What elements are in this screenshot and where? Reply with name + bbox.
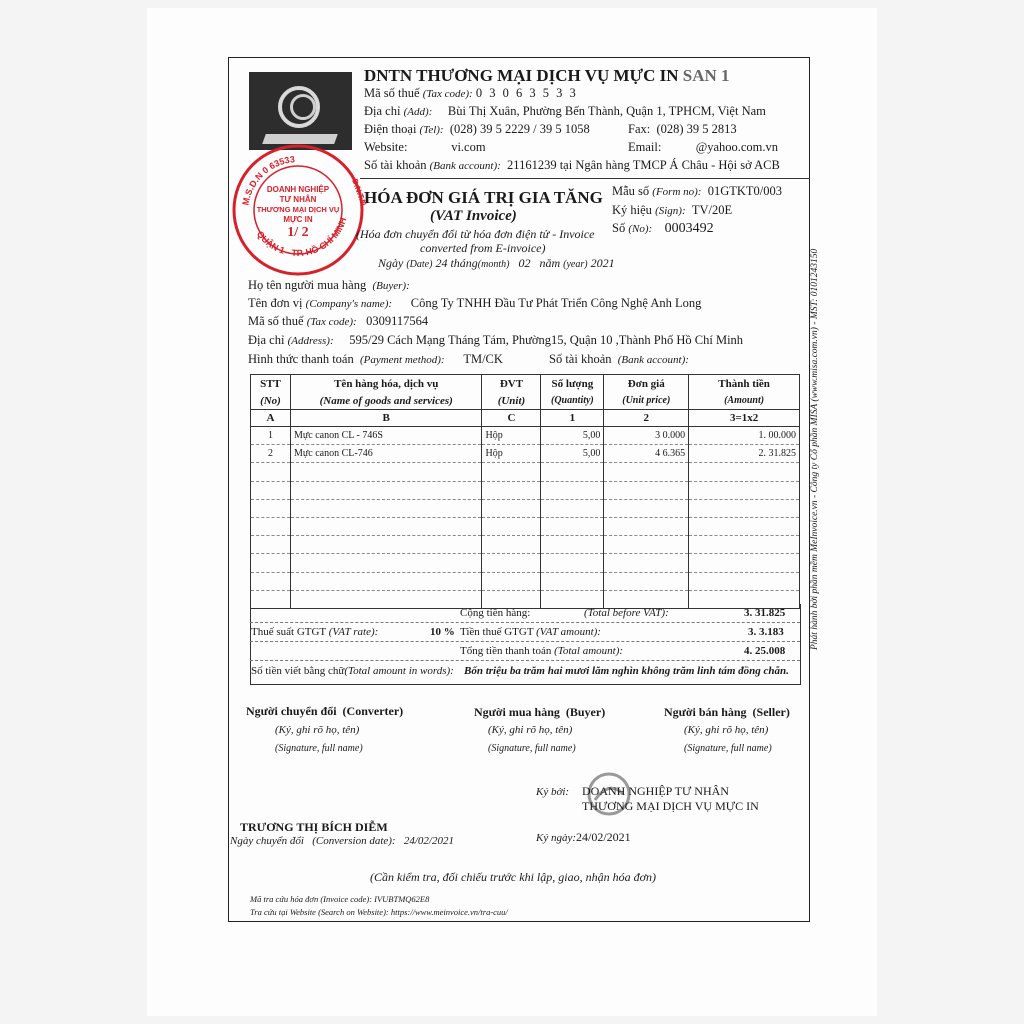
col-header-name: Tên hàng hóa, dịch vụ: [290, 375, 482, 393]
seller-sign-hint: (Ký, ghi rõ họ, tên): [684, 724, 769, 736]
row-qty: 5,00: [541, 427, 604, 445]
table-row-empty: [251, 536, 800, 554]
conversion-date: Ngày chuyển đổi (Conversion date): 24/02/2021: [230, 835, 454, 847]
seller-address: Địa chỉ (Add): Bùi Thị Xuân, Phường Bến Thành, Quận 1, TPHCM, Việt Nam: [364, 104, 766, 118]
invoice-number: Số (No): 0003492: [612, 221, 714, 236]
invoice-date: Ngày (Date) 24 tháng(month) 02 năm (year) 2021: [378, 256, 615, 270]
footer-note: (Cần kiểm tra, đối chiếu trước khi lập, giao, nhận hóa đơn): [370, 870, 656, 884]
buyer-tax-code: Mã số thuế (Tax code): 0309117564: [248, 314, 429, 328]
row-price: 4 6.365: [604, 445, 689, 463]
header-divider: [360, 178, 810, 179]
stamp-ring-bottom: QUẬN 1 - TP. HỒ CHÍ MINH: [254, 216, 349, 259]
col-header-unit: ĐVT: [482, 375, 541, 393]
items-table: [250, 374, 800, 609]
row-name: Mực canon CL-746: [290, 445, 482, 463]
col-header-name-en: (Name of goods and services): [290, 392, 482, 410]
converter-title: Người chuyển đổi (Converter): [246, 704, 404, 718]
subtotal-label-en: (Total before VAT):: [584, 607, 669, 619]
seller-fax: Fax: (028) 39 5 2813: [628, 122, 737, 136]
signed-date: Ký ngày:24/02/2021: [536, 830, 631, 844]
table-row: [251, 427, 800, 445]
stamp-line4: MỰC IN: [283, 215, 313, 224]
row-no: 2: [251, 445, 291, 463]
buyer-name: Họ tên người mua hàng (Buyer):: [248, 278, 410, 292]
table-header-row-en: [251, 392, 800, 410]
subtotal-label: Cộng tiền hàng:: [460, 607, 531, 619]
row-amount: 2. 31.825: [689, 445, 800, 463]
totals-bottom-border: [250, 684, 801, 685]
seller-phone: Điện thoại (Tel): (028) 39 5 2229 / 39 5 1058: [364, 122, 590, 136]
code-cell: 2: [604, 410, 689, 427]
invoice-subtitle-2: converted from E-invoice): [420, 241, 546, 255]
col-header-unit-en: (Unit): [482, 392, 541, 410]
totals-divider: [250, 660, 800, 661]
seller-sign-title: Người bán hàng (Seller): [664, 705, 790, 719]
table-row-empty: [251, 517, 800, 535]
row-unit: Hộp: [482, 427, 541, 445]
table-row-empty: [251, 463, 800, 481]
vat-rate-value: 10 %: [430, 626, 455, 638]
converter-name: TRƯƠNG THỊ BÍCH DIỄM: [240, 820, 388, 834]
vat-amount-value: 3. 3.183: [748, 626, 784, 638]
code-cell: B: [290, 410, 482, 427]
amount-in-words-label: Số tiền viết bằng chữ(Total amount in words):: [251, 665, 454, 677]
col-header-amount: Thành tiền: [689, 375, 800, 393]
row-price: 3 0.000: [604, 427, 689, 445]
stamp-line3: THƯƠNG MẠI DỊCH VỤ: [256, 205, 340, 214]
invoice-lookup-site: Tra cứu tại Website (Search on Website): https://www.meinvoice.vn/tra-cuu/: [250, 907, 508, 917]
col-header-price-en: (Unit price): [604, 392, 689, 410]
seller-email: Email: @yahoo.com.vn: [628, 140, 779, 154]
company-stamp: [228, 140, 368, 280]
col-header-amount-en: (Amount): [689, 392, 800, 410]
stamp-line2: TƯ NHÂN: [279, 195, 317, 204]
invoice-title: HÓA ĐƠN GIÁ TRỊ GIA TĂNG: [364, 188, 603, 207]
seller-bank-account: Số tài khoản (Bank account): 21161239 tại Ngân hàng TMCP Á Châu - Hội sở ACB: [364, 158, 780, 172]
col-header-qty: Số lượng: [541, 375, 604, 393]
code-cell: 1: [541, 410, 604, 427]
totals-divider: [250, 641, 800, 642]
col-header-no-en: (No): [251, 392, 291, 410]
totals-divider: [250, 622, 800, 623]
total-label: Tổng tiền thanh toán (Total amount):: [460, 645, 624, 657]
amount-in-words: Bốn triệu ba trăm hai mươi lăm nghìn không trăm linh tám đồng chẵn.: [464, 665, 789, 677]
seller-website: Website: vi.com: [364, 140, 486, 154]
row-no: 1: [251, 427, 291, 445]
vat-rate-label: Thuế suất GTGT (VAT rate):: [251, 626, 379, 638]
table-row-empty: [251, 481, 800, 499]
signed-by-label: Ký bởi:: [536, 786, 570, 798]
stamp-ring-right: D.N.T.N: [350, 177, 368, 207]
converter-sign-hint-en: (Signature, full name): [275, 743, 363, 754]
vat-amount-label: Tiền thuế GTGT (VAT amount):: [460, 626, 601, 638]
total-value: 4. 25.008: [744, 645, 786, 657]
row-qty: 5,00: [541, 445, 604, 463]
col-header-qty-en: (Quantity): [541, 392, 604, 410]
code-cell: C: [482, 410, 541, 427]
buyer-sign-hint-en: (Signature, full name): [488, 743, 576, 754]
invoice-lookup-code: Mã tra cứu hóa đơn (Invoice code): IVUBTMQ62E8: [250, 894, 430, 904]
table-row-empty: [251, 572, 800, 590]
row-name: Mực canon CL - 746S: [290, 427, 482, 445]
invoice-title-en: (VAT Invoice): [430, 208, 517, 224]
signed-by-line1: DOANH NGHIỆP TƯ NHÂN: [582, 784, 729, 798]
totals-right-border: [800, 604, 801, 684]
col-header-price: Đơn giá: [604, 375, 689, 393]
table-row-empty: [251, 590, 800, 608]
table-row: [251, 445, 800, 463]
table-row-empty: [251, 499, 800, 517]
side-publisher-note: Phát hành bởi phần mềm MeInvoice.vn - Công ty Cổ phần MISA (www.misa.com.vn) - MST: 0101243150: [810, 248, 820, 650]
seller-tax-code: Mã số thuế (Tax code): 0 3 0 6 3 5 3 3: [364, 86, 578, 100]
buyer-payment-method: Hình thức thanh toán (Payment method): TM/CK: [248, 352, 503, 366]
invoice-form-no: Mẫu số (Form no): 01GTKT0/003: [612, 184, 783, 198]
subtotal-value: 3. 31.825: [744, 607, 786, 619]
buyer-company: Tên đơn vị (Company's name): Công Ty TNHH Đầu Tư Phát Triển Công Nghệ Anh Long: [248, 296, 702, 310]
table-header-row: [251, 375, 800, 393]
company-logo: [249, 72, 352, 150]
table-code-row: [251, 410, 800, 427]
row-amount: 1. 00.000: [689, 427, 800, 445]
code-cell: A: [251, 410, 291, 427]
seller-sign-hint-en: (Signature, full name): [684, 743, 772, 754]
stamp-ring-top: M.S.D.N 0 63533: [240, 154, 296, 207]
buyer-bank-account: Số tài khoản (Bank account):: [549, 352, 689, 366]
stamp-line1: DOANH NGHIỆP: [266, 185, 330, 194]
buyer-address: Địa chỉ (Address): 595/29 Cách Mạng Tháng Tám, Phường15, Quận 10 ,Thành Phố Hồ Chí Minh: [248, 333, 744, 347]
invoice-subtitle-1: (Hóa đơn chuyển đổi từ hóa đơn điện tử - Invoice: [356, 227, 595, 241]
row-unit: Hộp: [482, 445, 541, 463]
converter-sign-hint: (Ký, ghi rõ họ, tên): [275, 724, 360, 736]
col-header-no: STT: [251, 375, 291, 393]
invoice-sign: Ký hiệu (Sign): TV/20E: [612, 203, 733, 217]
buyer-sign-title: Người mua hàng (Buyer): [474, 705, 606, 719]
signed-by-line2: THƯƠNG MẠI DỊCH VỤ MỰC IN: [582, 799, 759, 813]
seller-name: DNTN THƯƠNG MẠI DỊCH VỤ MỰC IN SAN 1: [364, 66, 730, 85]
table-row-empty: [251, 554, 800, 572]
buyer-sign-hint: (Ký, ghi rõ họ, tên): [488, 724, 573, 736]
stamp-line5: 1/ 2: [287, 225, 309, 240]
code-cell: 3=1x2: [689, 410, 800, 427]
